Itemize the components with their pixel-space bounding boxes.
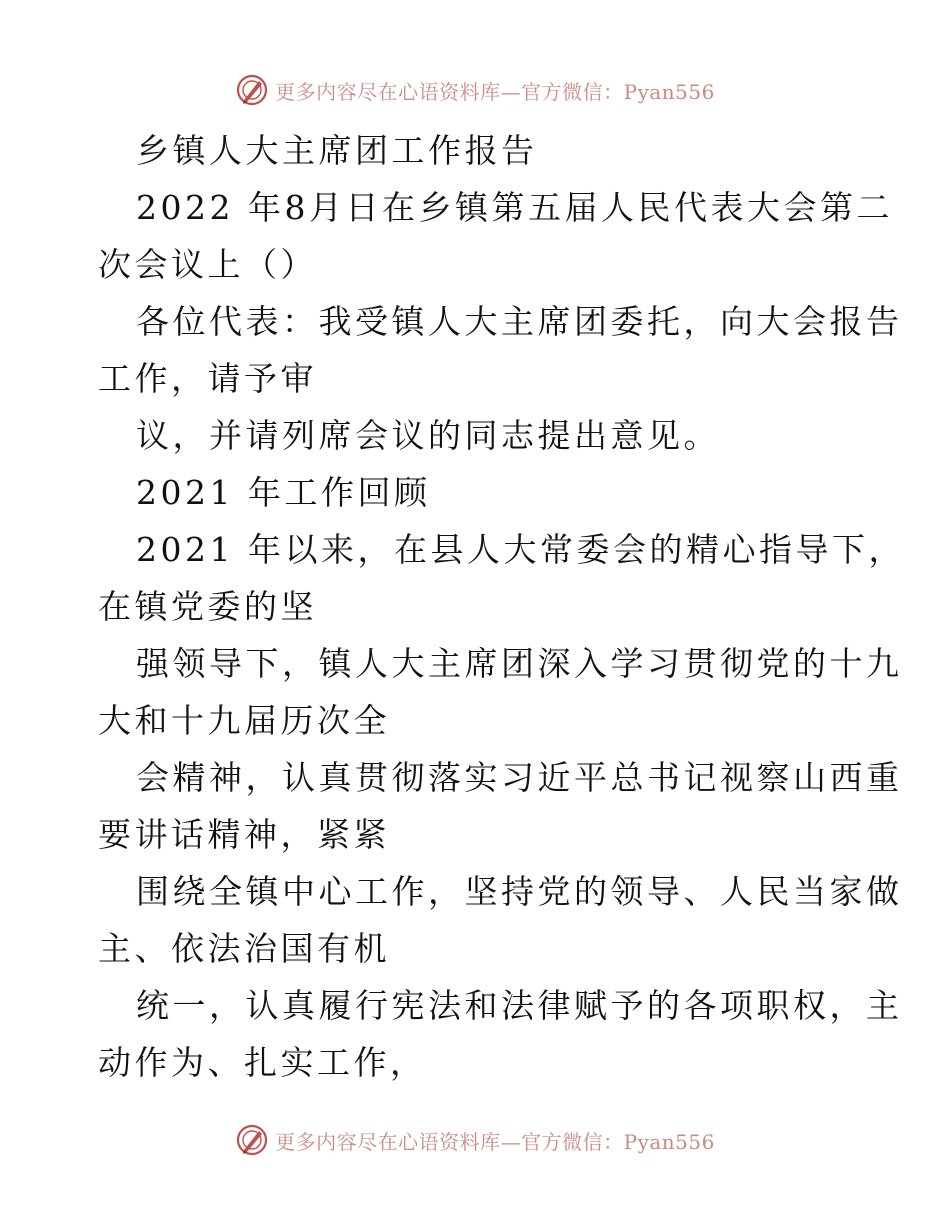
pen-logo-icon (235, 73, 269, 107)
paragraph-line: 要讲话精神，紧紧 (98, 815, 390, 854)
paragraph-line: 主、依法治国有机 (98, 929, 390, 968)
watermark-header (0, 70, 950, 110)
paragraph-line: 动作为、扎实工作， (98, 1043, 427, 1082)
paragraph-line: 围绕全镇中心工作，坚持党的领导、人民当家做 (136, 872, 903, 911)
paragraph-line: 各位代表：我受镇人大主席团委托，向大会报告 (136, 302, 903, 341)
paragraph-line: 次会议上（） (98, 245, 317, 284)
watermark-footer (0, 1120, 950, 1160)
paragraph-line: 统一，认真履行宪法和法律赋予的各项职权，主 (136, 986, 903, 1025)
document-title: 乡镇人大主席团工作报告 (136, 131, 538, 170)
paragraph-line: 大和十九届历次全 (98, 701, 390, 740)
document-body (98, 122, 905, 1091)
paragraph-line: 工作，请予审 (98, 359, 317, 398)
paragraph-line: 在镇党委的坚 (98, 587, 317, 626)
paragraph-line: 议，并请列席会议的同志提出意见。 (136, 416, 720, 455)
watermark-text: 更多内容尽在心语资料库—官方微信：Pyan556 (275, 1129, 715, 1154)
paragraph-line: 2022 年8月日在乡镇第五届人民代表大会第二 (136, 188, 893, 227)
paragraph-line: 会精神，认真贯彻落实习近平总书记视察山西重 (136, 758, 903, 797)
section-heading: 2021 年工作回顾 (136, 473, 431, 512)
watermark-text: 更多内容尽在心语资料库—官方微信：Pyan556 (275, 79, 715, 104)
paragraph-line: 2021 年以来，在县人大常委会的精心指导下， (136, 530, 905, 569)
pen-logo-icon (235, 1123, 269, 1157)
paragraph-line: 强领导下，镇人大主席团深入学习贯彻党的十九 (136, 644, 903, 683)
